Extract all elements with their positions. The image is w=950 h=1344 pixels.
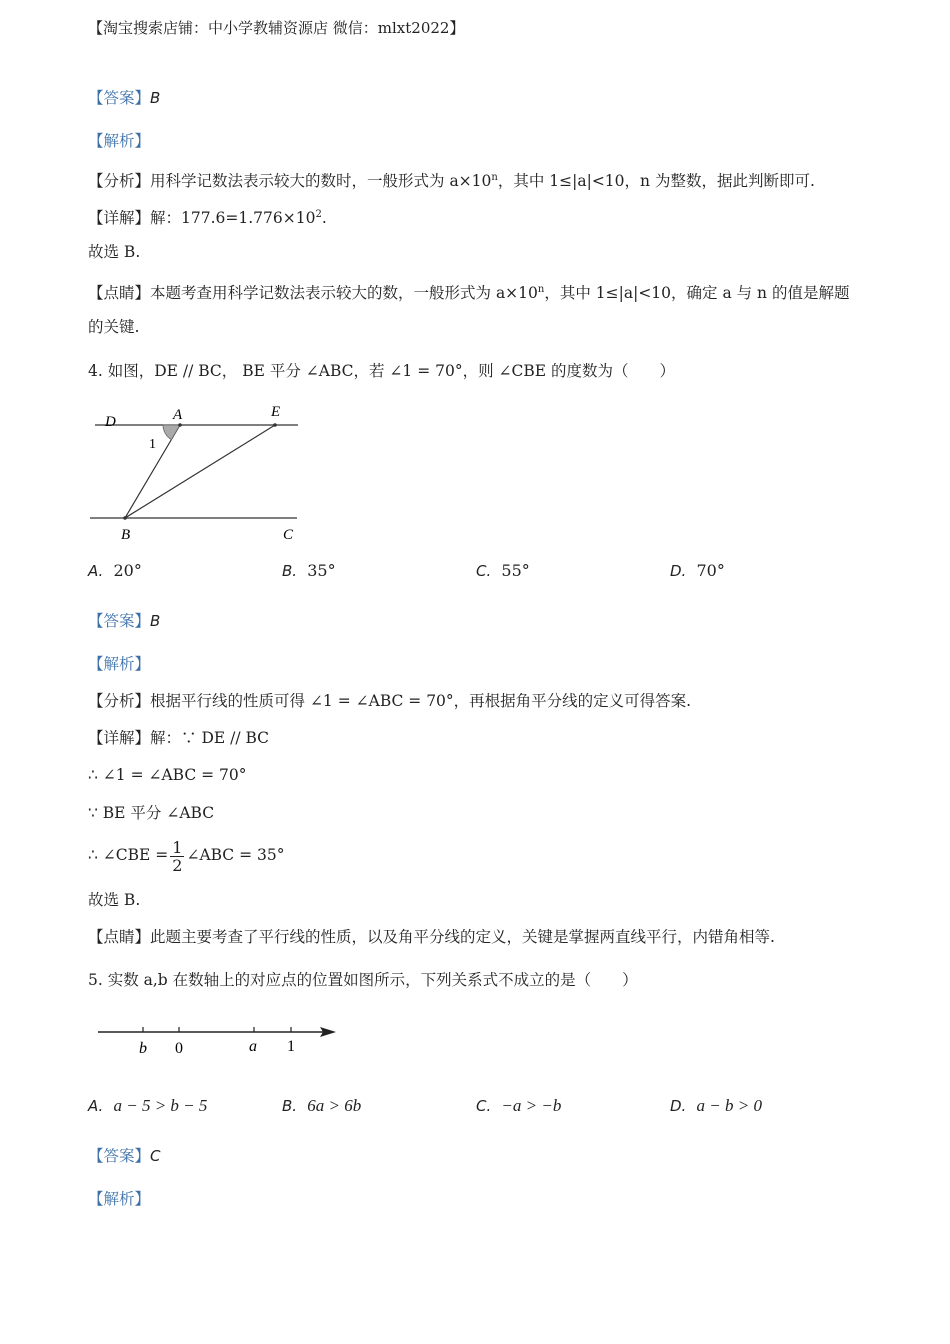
axis-label-a: a xyxy=(249,1038,257,1055)
point-b xyxy=(123,516,127,520)
answer-label: 【答案】 xyxy=(88,612,151,630)
q3-comment-cont: 的关键. xyxy=(88,318,140,336)
detail-label: 【详解】 xyxy=(88,729,151,747)
label-c: C xyxy=(283,527,294,543)
analysis-label: 【解析】 xyxy=(88,1190,151,1208)
q4-step-3: ∴ ∠CBE = $\frac{1}{2}$ ∠ABC = 35° xyxy=(88,837,285,875)
analysis-label: 【解析】 xyxy=(88,655,151,673)
q4-option-c[interactable]: C. 55° xyxy=(476,561,530,580)
answer-label: 【答案】 xyxy=(88,89,151,107)
comment-label: 【点睛】 xyxy=(88,284,151,303)
detail-label: 【详解】 xyxy=(88,209,151,228)
answer-label: 【答案】 xyxy=(88,1147,151,1165)
q4-step-2: ∵ BE 平分 ∠ABC xyxy=(88,804,215,822)
fraction-one-half: $\frac{1}{2}$ xyxy=(172,837,183,875)
analysis-label: 【解析】 xyxy=(88,132,151,150)
q4-stem: 4. 如图，DE // BC， BE 平分 ∠ABC，若 ∠1 = 70°，则 ∠CBE 的度数为（ ） xyxy=(88,362,675,380)
q3-comment: 【点睛】本题考查用科学记数法表示较大的数，一般形式为 $a\times 10^n$，其中 1≤|a|<10，确定 a 与 n 的值是解题 xyxy=(88,284,850,303)
label-b: B xyxy=(121,527,131,543)
q5-option-a[interactable]: A. a − 5 > b − 5 xyxy=(88,1096,208,1115)
q4-comment: 【点睛】此题主要考查了平行线的性质，以及角平分线的定义，关键是掌握两直线平行，内错角相等. xyxy=(88,928,775,946)
label-e: E xyxy=(271,404,281,420)
number-line xyxy=(92,1018,342,1063)
label-d: D xyxy=(105,414,116,430)
q5-option-b[interactable]: B. 6a > 6b xyxy=(282,1096,362,1115)
q4-option-b[interactable]: B. 35° xyxy=(282,561,336,580)
q4-option-a[interactable]: A. 20° xyxy=(88,561,142,580)
fenxi-label: 【分析】 xyxy=(88,692,151,710)
q4-choose: 故选 B. xyxy=(88,891,141,909)
q3-detail: 【详解】解：$177.6=1.776\times 10^2$. xyxy=(88,209,327,228)
q5-answer-line xyxy=(88,1146,161,1166)
q4-detail: 【详解】解：∵ DE // BC xyxy=(88,729,270,747)
answer-value: C xyxy=(150,1147,161,1165)
q4-fenxi: 【分析】根据平行线的性质可得 ∠1 = ∠ABC = 70°，再根据角平分线的定义可得答案. xyxy=(88,692,692,710)
q4-step-1: ∴ ∠1 = ∠ABC = 70° xyxy=(88,766,247,784)
axis-label-1: 1 xyxy=(287,1038,295,1055)
answer-value: B xyxy=(150,89,161,107)
q5-stem: 5. 实数 a,b 在数轴上的对应点的位置如图所示，下列关系式不成立的是（ ） xyxy=(88,971,638,989)
q4-answer-line xyxy=(88,611,160,631)
fenxi-label: 【分析】 xyxy=(88,172,151,191)
q4-figure xyxy=(85,395,310,550)
q3-choose: 故选 B. xyxy=(88,243,141,261)
segment-be xyxy=(125,425,275,518)
q5-option-c[interactable]: C. −a > −b xyxy=(476,1096,562,1115)
q4-option-d[interactable]: D. 70° xyxy=(670,561,725,580)
angle-1-marker xyxy=(163,425,180,440)
point-e xyxy=(273,423,277,427)
q5-option-d[interactable]: D. a − b > 0 xyxy=(670,1096,762,1115)
axis-label-b: b xyxy=(139,1040,147,1057)
q3-fenxi: 【分析】用科学记数法表示较大的数时，一般形式为 $a\times 10^n$，其中 1≤|a|<10，n 为整数，据此判断即可. xyxy=(88,172,815,191)
page-header: 【淘宝搜索店铺：中小学教辅资源店 微信：mlxt2022】 xyxy=(88,19,465,37)
comment-label: 【点睛】 xyxy=(88,928,151,946)
q3-answer-line xyxy=(88,88,160,108)
answer-value: B xyxy=(150,612,161,630)
point-a xyxy=(178,423,182,427)
label-a: A xyxy=(173,407,183,423)
label-angle-1: 1 xyxy=(149,437,156,452)
axis-label-0: 0 xyxy=(175,1040,183,1057)
